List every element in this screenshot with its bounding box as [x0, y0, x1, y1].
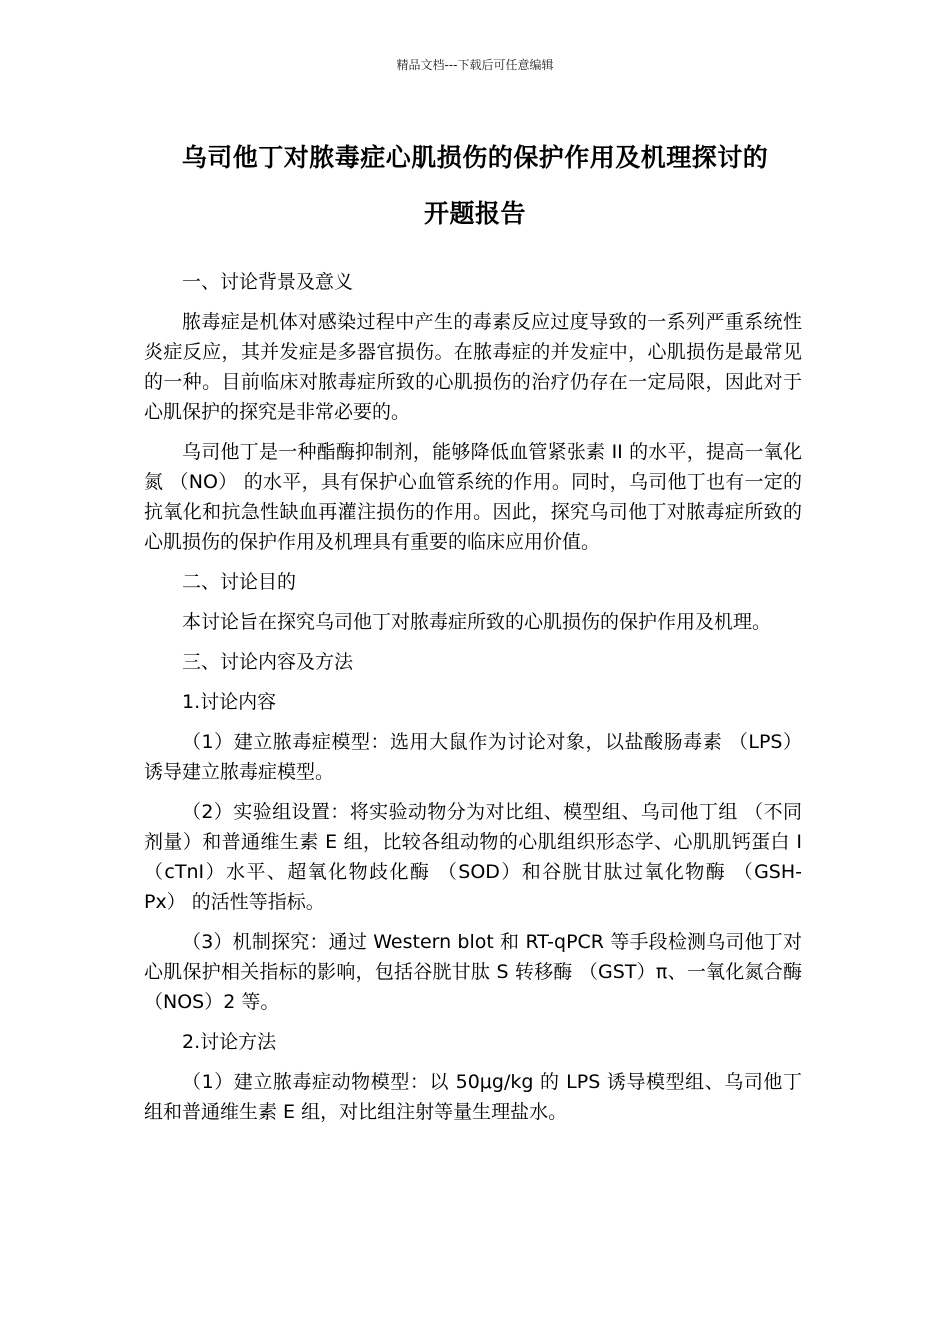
subheading-content: 1.讨论内容 [182, 691, 277, 713]
list-item: （1）建立脓毒症动物模型：以 50μg/kg 的 LPS 诱导模型组、乌司他丁组和普通维生素 E 组，对比组注射等量生理盐水。 [144, 1071, 802, 1123]
list-item: （3）机制探究：通过 Western blot 和 RT-qPCR 等手段检测乌司他丁对心肌保护相关指标的影响，包括谷胱甘肽 S 转移酶 （GST）π、一氧化氮合酶 （NOS）2 等。 [144, 931, 802, 1013]
list-item: （1）建立脓毒症模型：选用大鼠作为讨论对象，以盐酸肠毒素 （LPS）诱导建立脓毒症模型。 [144, 731, 802, 783]
page-header-note: 精品文档---下载后可任意编辑 [396, 58, 554, 72]
title-line-2: 开题报告 [423, 199, 526, 228]
body-paragraph: 乌司他丁是一种酯酶抑制剂，能够降低血管紧张素 II 的水平，提高一氧化氮 （NO） 的水平，具有保护心血管系统的作用。同时，乌司他丁也有一定的抗氧化和抗急性缺血再灌注损伤的作用。因此，探究乌司他丁对脓毒症所致的心肌损伤的保护作用及机理具有重要的临床应用价值。 [144, 441, 802, 553]
document-title [140, 130, 810, 242]
body-paragraph: 本讨论旨在探究乌司他丁对脓毒症所致的心肌损伤的保护作用及机理。 [182, 611, 772, 633]
body-paragraph: 脓毒症是机体对感染过程中产生的毒素反应过度导致的一系列严重系统性炎症反应，其并发症是多器官损伤。在脓毒症的并发症中，心肌损伤是最常见的一种。目前临床对脓毒症所致的心肌损伤的治疗仍存在一定局限，因此对于心肌保护的探究是非常必要的。 [144, 311, 802, 423]
subheading-methods: 2.讨论方法 [182, 1031, 277, 1053]
section-heading-purpose: 二、讨论目的 [182, 571, 297, 593]
section-heading-content-methods: 三、讨论内容及方法 [182, 651, 354, 673]
section-heading-background: 一、讨论背景及意义 [182, 271, 354, 293]
title-line-1: 乌司他丁对脓毒症心肌损伤的保护作用及机理探讨的 [181, 143, 769, 172]
list-item: （2）实验组设置：将实验动物分为对比组、模型组、乌司他丁组 （不同剂量）和普通维生素 E 组，比较各组动物的心肌组织形态学、心肌肌钙蛋白 I （cTnI）水平、超氧化物歧化酶 （SOD）和谷胱甘肽过氧化物酶 （GSH-Px） 的活性等指标。 [144, 801, 802, 913]
document-body [144, 267, 802, 1137]
